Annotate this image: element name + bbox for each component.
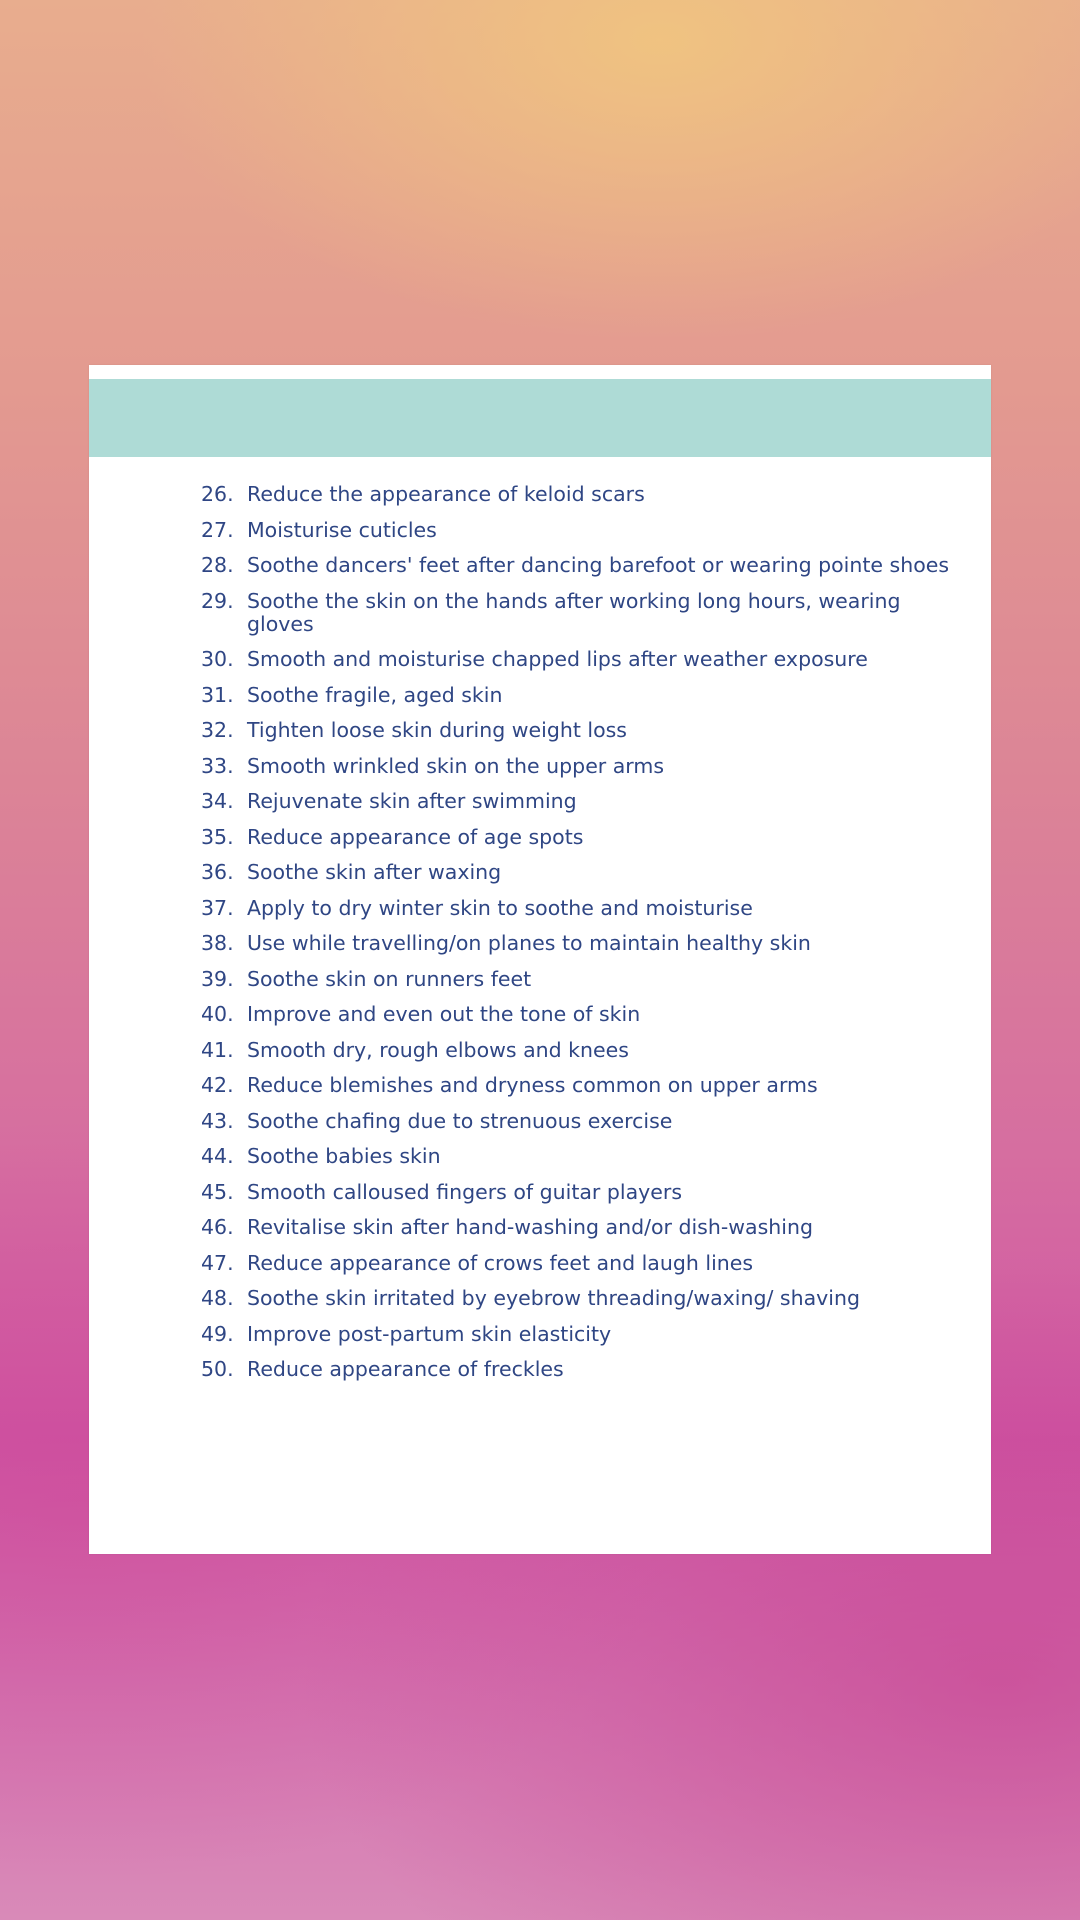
list-item xyxy=(201,684,961,707)
item-text: Moisturise cuticles xyxy=(247,517,437,542)
list-item xyxy=(201,1145,961,1168)
item-number: 36. xyxy=(201,860,234,884)
list-item xyxy=(201,932,961,955)
list-item xyxy=(201,1003,961,1026)
item-number: 43. xyxy=(201,1108,234,1133)
list-item xyxy=(201,1252,961,1275)
list-item xyxy=(201,1287,961,1310)
item-text: Rejuvenate skin after swimming xyxy=(247,789,577,813)
item-number: 40. xyxy=(201,1002,234,1026)
item-number: 39. xyxy=(201,966,234,991)
list-item xyxy=(201,1074,961,1097)
list-item xyxy=(201,719,961,742)
list-item xyxy=(201,554,961,577)
item-text: Soothe skin on runners feet xyxy=(247,966,532,991)
item-number: 49. xyxy=(201,1321,234,1346)
item-text: Reduce the appearance of keloid scars xyxy=(247,482,645,506)
item-text: Revitalise skin after hand-washing and/or dish-washing xyxy=(247,1215,813,1239)
uses-list xyxy=(201,483,961,1394)
item-text: Smooth dry, rough elbows and knees xyxy=(247,1037,629,1062)
list-item xyxy=(201,1323,961,1346)
item-text: Smooth wrinkled skin on the upper arms xyxy=(247,753,665,778)
card-header-band xyxy=(89,379,991,457)
item-number: 38. xyxy=(201,931,234,955)
item-number: 47. xyxy=(201,1250,234,1275)
item-text: Soothe chafing due to strenuous exercise xyxy=(247,1108,673,1133)
item-text: Smooth calloused fingers of guitar players xyxy=(247,1179,682,1204)
list-item xyxy=(201,590,961,636)
item-text: Soothe babies skin xyxy=(247,1144,441,1168)
list-item xyxy=(201,790,961,813)
item-text: Improve post-partum skin elasticity xyxy=(247,1321,612,1346)
item-number: 37. xyxy=(201,895,234,920)
item-number: 29. xyxy=(201,588,234,613)
content-card xyxy=(89,365,991,1554)
item-number: 46. xyxy=(201,1215,234,1239)
list-item xyxy=(201,1216,961,1239)
item-number: 42. xyxy=(201,1073,234,1097)
list-item xyxy=(201,968,961,991)
item-text: Use while travelling/on planes to maintain healthy skin xyxy=(247,931,811,955)
list-item xyxy=(201,1358,961,1381)
item-text: Reduce appearance of age spots xyxy=(247,824,584,849)
list-item xyxy=(201,861,961,884)
item-text: Tighten loose skin during weight loss xyxy=(247,718,627,742)
item-text: Smooth and moisturise chapped lips after weather exposure xyxy=(247,647,868,671)
item-text: Soothe skin after waxing xyxy=(247,860,502,884)
item-text: Soothe dancers' feet after dancing barefoot or wearing pointe shoes xyxy=(247,553,950,577)
item-number: 26. xyxy=(201,482,234,506)
list-item xyxy=(201,1039,961,1062)
item-number: 35. xyxy=(201,824,234,849)
item-number: 32. xyxy=(201,718,234,742)
item-number: 33. xyxy=(201,753,234,778)
list-item xyxy=(201,1110,961,1133)
list-item xyxy=(201,1181,961,1204)
item-text: Soothe fragile, aged skin xyxy=(247,682,503,707)
item-text: Soothe skin irritated by eyebrow threading/waxing/ shaving xyxy=(247,1286,860,1310)
list-item xyxy=(201,483,961,506)
item-text: Reduce appearance of crows feet and laugh lines xyxy=(247,1250,754,1275)
list-item xyxy=(201,648,961,671)
item-number: 28. xyxy=(201,553,234,577)
item-number: 30. xyxy=(201,647,234,671)
item-number: 41. xyxy=(201,1037,234,1062)
item-number: 27. xyxy=(201,517,234,542)
item-number: 48. xyxy=(201,1286,234,1310)
item-number: 34. xyxy=(201,789,234,813)
item-number: 45. xyxy=(201,1179,234,1204)
item-number: 31. xyxy=(201,682,234,707)
item-text: Reduce appearance of freckles xyxy=(247,1357,564,1381)
list-item xyxy=(201,897,961,920)
list-item xyxy=(201,755,961,778)
item-text: Improve and even out the tone of skin xyxy=(247,1002,641,1026)
item-number: 50. xyxy=(201,1357,234,1381)
item-text: Reduce blemishes and dryness common on upper arms xyxy=(247,1073,818,1097)
item-number: 44. xyxy=(201,1144,234,1168)
item-text: Soothe the skin on the hands after working long hours, wearing gloves xyxy=(247,588,901,636)
list-item xyxy=(201,519,961,542)
list-item xyxy=(201,826,961,849)
item-text: Apply to dry winter skin to soothe and moisturise xyxy=(247,895,753,920)
